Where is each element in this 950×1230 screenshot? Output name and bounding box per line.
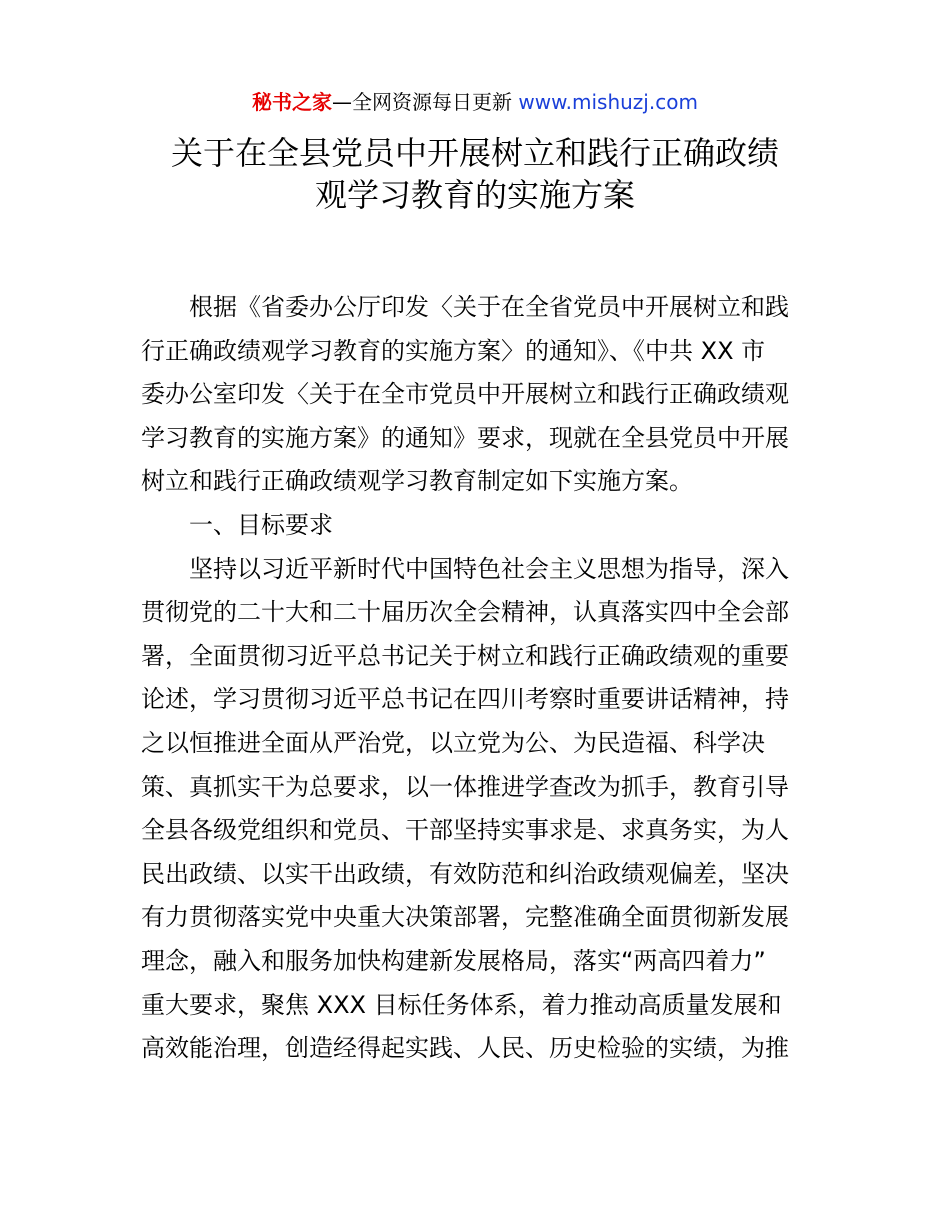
site-header — [0, 88, 950, 116]
paragraph-line: 根据《省委办公厅印发〈关于在全省党员中开展树立和践 — [189, 293, 789, 321]
brand-name: 秘书之家 — [252, 90, 333, 114]
paragraph-line: 民出政绩、以实干出政绩，有效防范和纠治政绩观偏差，坚决 — [141, 859, 789, 888]
paragraph-line: 策、真抓实干为总要求，以一体推进学查改为抓手，教育引导 — [141, 772, 789, 801]
site-url-link[interactable]: www.mishuzj.com — [518, 90, 698, 114]
paragraph-line: 行正确政绩观学习教育的实施方案〉的通知》、《中共 XX 市 — [141, 336, 766, 365]
paragraph-line: 学习教育的实施方案》的通知》要求，现就在全县党员中开展 — [141, 423, 789, 452]
paragraph-line: 高效能治理，创造经得起实践、人民、历史检验的实绩，为推 — [141, 1034, 789, 1063]
document-body — [141, 286, 813, 1071]
paragraph-line: 论述，学习贯彻习近平总书记在四川考察时重要讲话精神，持 — [141, 685, 789, 714]
section-heading: 一、目标要求 — [189, 510, 333, 539]
paragraph-line: 重大要求，聚焦 XXX 目标任务体系，着力推动高质量发展和 — [141, 990, 782, 1019]
header-tagline: —全网资源每日更新 — [332, 90, 513, 114]
paragraph-line: 之以恒推进全面从严治党，以立党为公、为民造福、科学决 — [141, 728, 765, 757]
paragraph-line: 委办公室印发〈关于在全市党员中开展树立和践行正确政绩观 — [141, 380, 789, 409]
title-line: 关于在全县党员中开展树立和践行正确政绩 — [170, 134, 779, 172]
paragraph-line: 全县各级党组织和党员、干部坚持实事求是、求真务实，为人 — [141, 816, 789, 845]
document-title — [0, 132, 950, 216]
title-line: 观学习教育的实施方案 — [314, 176, 635, 214]
paragraph-line: 署，全面贯彻习近平总书记关于树立和践行正确政绩观的重要 — [141, 641, 789, 670]
paragraph-line: 树立和践行正确政绩观学习教育制定如下实施方案。 — [141, 467, 693, 496]
paragraph-line: 坚持以习近平新时代中国特色社会主义思想为指导，深入 — [189, 554, 789, 583]
paragraph-line: 有力贯彻落实党中央重大决策部署，完整准确全面贯彻新发展 — [141, 903, 789, 932]
paragraph-line: 理念，融入和服务加快构建新发展格局，落实“两高四着力” — [141, 946, 766, 975]
paragraph-line: 贯彻党的二十大和二十届历次全会精神，认真落实四中全会部 — [141, 598, 789, 627]
